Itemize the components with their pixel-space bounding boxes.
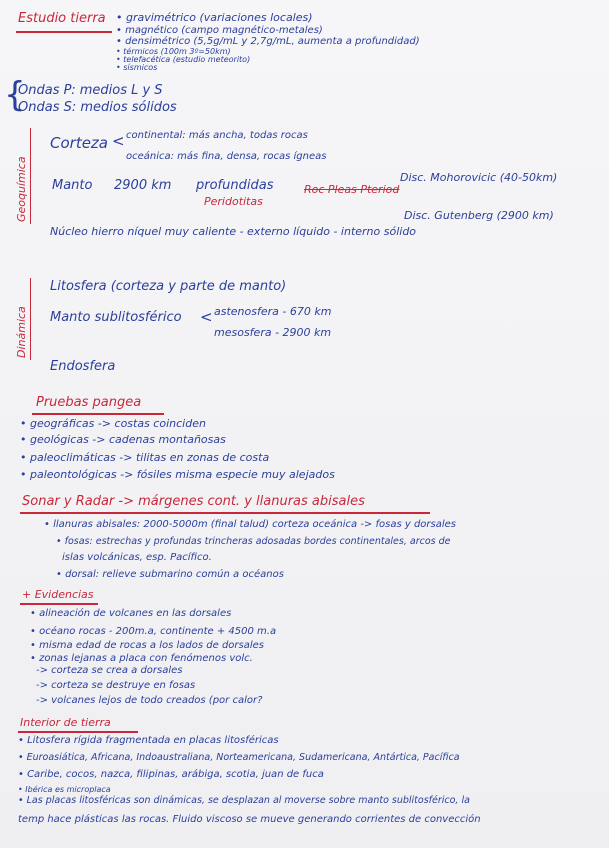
manto-profundidas: profundidas	[196, 178, 274, 193]
interior-line: • Ibérica es microplaca	[18, 785, 111, 794]
pruebas-title: Pruebas pangea	[36, 395, 142, 410]
peridotitas-label: Peridotitas	[204, 195, 263, 208]
interior-title: Interior de tierra	[20, 716, 111, 729]
evidencias-line: • misma edad de rocas a los lados de dorsales	[30, 640, 265, 651]
evidencias-line: -> corteza se destruye en fosas	[36, 680, 196, 691]
pruebas-item: • geológicas -> cadenas montañosas	[20, 433, 226, 446]
pruebas-item: • paleoclimáticas -> tilitas en zonas de costa	[20, 451, 270, 464]
mesosfera-text: mesosfera - 2900 km	[214, 326, 332, 339]
pruebas-underline	[32, 413, 164, 415]
interior-line: • Euroasiática, Africana, Indoaustraliana, Norteamericana, Sudamericana, Antártica, Pacífica	[18, 752, 460, 763]
litosfera-label: Litosfera (corteza y parte de manto)	[50, 279, 287, 294]
evidencias-line: • zonas lejanas a placa con fenómenos volc.	[30, 653, 253, 664]
manto-sub-brace: <	[200, 308, 213, 326]
corteza-brace: <	[112, 132, 125, 150]
sonar-line: • dorsal: relieve submarino común a océanos	[56, 569, 284, 580]
interior-line: • Caribe, cocos, nazca, filipinas, arábiga, scotia, juan de fuca	[18, 769, 324, 780]
evidencias-line: • océano rocas - 200m.a, continente + 4500 m.a	[30, 626, 277, 637]
estudio-item: • térmicos (100m 3º=50km)	[116, 47, 231, 56]
estudio-item: • sísmicos	[116, 63, 158, 72]
pruebas-item: • geográficas -> costas coinciden	[20, 417, 206, 430]
evidencias-line: -> corteza se crea a dorsales	[36, 665, 183, 676]
corteza-oceanica: oceánica: más fina, densa, rocas ígneas	[126, 151, 327, 162]
estudio-item: • gravimétrico (variaciones locales)	[116, 11, 313, 24]
corteza-label: Corteza	[50, 134, 108, 152]
dinamica-bracket	[30, 278, 31, 360]
interior-underline	[18, 731, 138, 733]
interior-line: • Las placas litosféricas son dinámicas, se desplazan al moverse sobre manto sublitosférico, la	[18, 795, 470, 806]
sonar-line: • fosas: estrechas y profundas trincheras adosadas bordes continentales, arcos de	[56, 536, 451, 547]
evidencias-title: + Evidencias	[22, 588, 94, 601]
sonar-underline	[20, 512, 430, 514]
sonar-line: islas volcánicas, esp. Pacífico.	[62, 552, 212, 563]
manto-label: Manto	[52, 178, 93, 193]
crossed-out-text: Roc Pleas Pteriod	[304, 183, 400, 196]
nucleo-text: Núcleo hierro níquel muy caliente - externo líquido - interno sólido	[50, 225, 417, 238]
evidencias-line: -> volcanes lejos de todo creados (por calor?	[36, 695, 263, 706]
interior-line: temp hace plásticas las rocas. Fluido viscoso se mueve generando corrientes de convección	[18, 814, 481, 825]
astenosfera-text: astenosfera - 670 km	[214, 305, 332, 318]
manto-km: 2900 km	[114, 178, 172, 193]
dinamica-label: Dinámica	[15, 306, 28, 358]
geoquimica-bracket	[30, 128, 31, 224]
manto-sublitosferico: Manto sublitosférico	[50, 310, 182, 325]
sonar-line: • llanuras abisales: 2000-5000m (final talud) corteza oceánica -> fosas y dorsales	[44, 519, 457, 530]
pruebas-item: • paleontológicas -> fósiles misma especie muy alejados	[20, 468, 335, 481]
estudio-item: • magnético (campo magnético-metales)	[116, 25, 323, 36]
corteza-continental: continental: más ancha, todas rocas	[126, 130, 308, 141]
estudio-underline	[16, 31, 112, 33]
estudio-item: • telefacética (estudio meteorito)	[116, 55, 251, 64]
geoquimica-label: Geoquímica	[15, 156, 28, 222]
evidencias-underline	[20, 603, 98, 605]
endosfera-label: Endosfera	[50, 359, 116, 374]
sonar-title: Sonar y Radar -> márgenes cont. y llanuras abisales	[22, 494, 365, 509]
interior-line: • Litosfera rígida fragmentada en placas litosféricas	[18, 735, 279, 746]
estudio-item: • densimétrico (5,5g/mL y 2,7g/mL, aumenta a profundidad)	[116, 36, 420, 47]
estudio-title: Estudio tierra	[18, 11, 106, 26]
ondas-brace: {	[4, 75, 26, 115]
ondas-p: Ondas P: medios L y S	[18, 83, 163, 98]
disc-mohorovicic: Disc. Mohorovicic (40-50km)	[400, 171, 558, 184]
disc-gutenberg: Disc. Gutenberg (2900 km)	[404, 209, 554, 222]
ondas-s: Ondas S: medios sólidos	[18, 100, 177, 115]
evidencias-line: • alineación de volcanes en las dorsales	[30, 608, 232, 619]
